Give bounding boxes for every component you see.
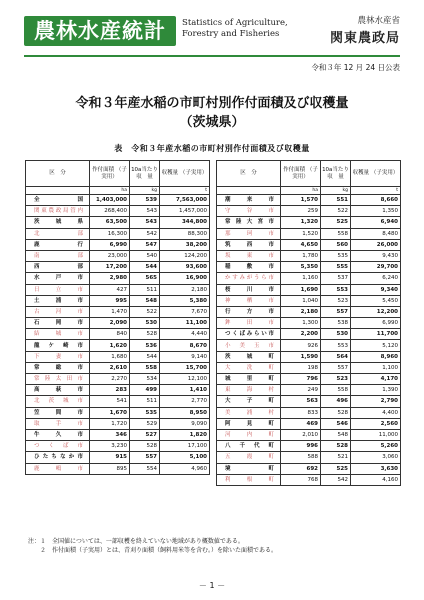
- harvest-cell: 4,160: [351, 474, 401, 485]
- table-row: [26, 284, 210, 295]
- harvest-cell: 6,940: [351, 217, 401, 228]
- harvest-cell: 2,180: [160, 284, 210, 295]
- yield-cell: 528: [130, 329, 160, 340]
- row-label: 行方市: [217, 306, 281, 317]
- area-cell: 796: [281, 374, 321, 385]
- area-cell: 915: [90, 452, 130, 463]
- bureau-name: 関東農政局: [329, 31, 400, 46]
- yield-cell: 551: [321, 195, 351, 206]
- yield-cell: 558: [130, 362, 160, 373]
- harvest-cell: 5,260: [351, 441, 401, 452]
- yield-cell: 534: [130, 374, 160, 385]
- area-cell: 1,570: [281, 195, 321, 206]
- banner-title: 農林水産統計: [24, 16, 176, 46]
- harvest-cell: 11,700: [351, 329, 401, 340]
- footnote-2: ２ 作付面積（子実用）とは、青刈り面積（飼料用米等を含む。）を除いた面積である。: [28, 547, 278, 554]
- row-label: 潮来市: [217, 195, 281, 206]
- row-label: 坂東市: [217, 250, 281, 261]
- row-label: 常陸太田市: [26, 374, 90, 385]
- row-label: 常陸大宮市: [217, 217, 281, 228]
- harvest-cell: 3,060: [351, 452, 401, 463]
- area-cell: 1,590: [281, 351, 321, 362]
- yield-cell: 543: [130, 217, 160, 228]
- harvest-cell: 1,410: [160, 385, 210, 396]
- row-label: 水戸市: [26, 273, 90, 284]
- area-cell: 1,470: [90, 306, 130, 317]
- yield-cell: 546: [321, 418, 351, 429]
- row-label: 鹿行: [26, 239, 90, 250]
- yield-cell: 555: [321, 262, 351, 273]
- table-row: [217, 206, 401, 217]
- area-cell: 833: [281, 407, 321, 418]
- unit-blank: [26, 187, 90, 195]
- table-row: [217, 239, 401, 250]
- row-label: 大子町: [217, 396, 281, 407]
- yield-cell: 536: [130, 340, 160, 351]
- harvest-cell: 12,100: [160, 374, 210, 385]
- table-row: [217, 329, 401, 340]
- row-label: 関東農政局管内: [26, 206, 90, 217]
- table-row: [217, 340, 401, 351]
- harvest-cell: 9,140: [160, 351, 210, 362]
- yield-cell: 553: [321, 340, 351, 351]
- area-cell: 346: [90, 429, 130, 440]
- footnotes: [28, 537, 277, 555]
- area-cell: 1,780: [281, 250, 321, 261]
- area-cell: 1,720: [90, 418, 130, 429]
- yield-cell: 530: [130, 318, 160, 329]
- table-row: [26, 228, 210, 239]
- harvest-cell: 6,990: [351, 318, 401, 329]
- table-row: [217, 284, 401, 295]
- harvest-cell: 1,820: [160, 429, 210, 440]
- area-cell: 996: [281, 441, 321, 452]
- area-cell: 2,200: [281, 329, 321, 340]
- table-row: [217, 418, 401, 429]
- table-row: [26, 239, 210, 250]
- area-cell: 249: [281, 385, 321, 396]
- table-row: [26, 329, 210, 340]
- area-cell: 469: [281, 418, 321, 429]
- harvest-cell: 93,600: [160, 262, 210, 273]
- row-label: 守谷市: [217, 206, 281, 217]
- yield-cell: 521: [321, 452, 351, 463]
- harvest-cell: 1,390: [351, 385, 401, 396]
- unit-yield: kg: [321, 187, 351, 195]
- harvest-cell: 4,170: [351, 374, 401, 385]
- yield-cell: 535: [321, 250, 351, 261]
- banner-english-title: Statistics of Agriculture, Forestry and Fisheries: [182, 18, 288, 39]
- row-label: 境町: [217, 463, 281, 474]
- header-yield: 10a当たり 収 量: [130, 161, 160, 187]
- harvest-cell: 1,457,000: [160, 206, 210, 217]
- table-row: [217, 396, 401, 407]
- table-row: [217, 407, 401, 418]
- unit-area: ha: [281, 187, 321, 195]
- harvest-cell: 1,350: [351, 206, 401, 217]
- header-harvest: 収穫量 （子実用）: [351, 161, 401, 187]
- unit-harvest: t: [160, 187, 210, 195]
- harvest-cell: 38,200: [160, 239, 210, 250]
- area-cell: 63,500: [90, 217, 130, 228]
- table-row: [26, 463, 210, 474]
- header-division: 区 分: [217, 161, 281, 187]
- yield-cell: 525: [321, 463, 351, 474]
- harvest-cell: 1,100: [351, 362, 401, 373]
- row-label: つくばみらい市: [217, 329, 281, 340]
- yield-cell: 542: [130, 228, 160, 239]
- row-label: 城里町: [217, 374, 281, 385]
- table-row: [26, 250, 210, 261]
- area-cell: 2,610: [90, 362, 130, 373]
- area-cell: 541: [90, 396, 130, 407]
- yield-cell: 537: [321, 273, 351, 284]
- harvest-cell: 29,700: [351, 262, 401, 273]
- harvest-cell: 8,950: [160, 407, 210, 418]
- yield-cell: 523: [321, 374, 351, 385]
- table-row: [217, 429, 401, 440]
- table-row: [26, 217, 210, 228]
- area-cell: 563: [281, 396, 321, 407]
- row-label: 鉾田市: [217, 318, 281, 329]
- table-row: [217, 273, 401, 284]
- row-label: 西部: [26, 262, 90, 273]
- area-cell: 1,680: [90, 351, 130, 362]
- row-label: 龍ケ崎市: [26, 340, 90, 351]
- yield-cell: 554: [130, 463, 160, 474]
- yield-cell: 560: [321, 239, 351, 250]
- row-label: 美浦村: [217, 407, 281, 418]
- table-row: [217, 228, 401, 239]
- area-cell: 6,990: [90, 239, 130, 250]
- area-cell: 259: [281, 206, 321, 217]
- area-cell: 840: [90, 329, 130, 340]
- yield-cell: 565: [130, 273, 160, 284]
- yield-cell: 529: [130, 418, 160, 429]
- harvest-cell: 11,000: [351, 429, 401, 440]
- area-cell: 4,650: [281, 239, 321, 250]
- row-label: 石岡市: [26, 318, 90, 329]
- table-row: [217, 463, 401, 474]
- row-label: 五霞町: [217, 452, 281, 463]
- header-harvest: 収穫量 （子実用）: [160, 161, 210, 187]
- row-label: 稲敷市: [217, 262, 281, 273]
- yield-cell: 511: [130, 284, 160, 295]
- row-label: 笠間市: [26, 407, 90, 418]
- area-cell: 1,520: [281, 228, 321, 239]
- table-row: [26, 206, 210, 217]
- area-cell: 268,400: [90, 206, 130, 217]
- yield-cell: 558: [321, 385, 351, 396]
- row-label: 鹿嶋市: [26, 463, 90, 474]
- area-cell: 2,180: [281, 306, 321, 317]
- table-row: [217, 441, 401, 452]
- harvest-cell: 7,670: [160, 306, 210, 317]
- harvest-cell: 4,400: [351, 407, 401, 418]
- area-cell: 1,403,000: [90, 195, 130, 206]
- row-label: 筑西市: [217, 239, 281, 250]
- row-label: 結城市: [26, 329, 90, 340]
- row-label: 土浦市: [26, 295, 90, 306]
- harvest-cell: 7,563,000: [160, 195, 210, 206]
- ministry-name: 農林水産省: [357, 16, 400, 26]
- table-row: [217, 374, 401, 385]
- table-row: [26, 340, 210, 351]
- yield-cell: 547: [130, 239, 160, 250]
- area-cell: 895: [90, 463, 130, 474]
- row-label: 河内町: [217, 429, 281, 440]
- area-cell: 1,300: [281, 318, 321, 329]
- row-label: 茨城県: [26, 217, 90, 228]
- table-row: [217, 474, 401, 485]
- table-row: [26, 362, 210, 373]
- organization: [330, 14, 400, 46]
- right-data-table: [216, 160, 401, 486]
- unit-yield: kg: [130, 187, 160, 195]
- area-cell: 427: [90, 284, 130, 295]
- row-label: かすみがうら市: [217, 273, 281, 284]
- yield-cell: 564: [321, 351, 351, 362]
- area-cell: 1,690: [281, 284, 321, 295]
- table-row: [26, 195, 210, 206]
- row-label: 大洗町: [217, 362, 281, 373]
- table-row: [217, 351, 401, 362]
- header-division: 区 分: [26, 161, 90, 187]
- harvest-cell: 344,800: [160, 217, 210, 228]
- area-cell: 1,320: [281, 217, 321, 228]
- row-label: 取手市: [26, 418, 90, 429]
- area-cell: 2,090: [90, 318, 130, 329]
- area-cell: 768: [281, 474, 321, 485]
- yield-cell: 538: [321, 318, 351, 329]
- yield-cell: 540: [130, 250, 160, 261]
- table-row: [26, 441, 210, 452]
- area-cell: 3,230: [90, 441, 130, 452]
- row-label: 茨城町: [217, 351, 281, 362]
- harvest-cell: 5,120: [351, 340, 401, 351]
- harvest-cell: 9,340: [351, 284, 401, 295]
- harvest-cell: 9,090: [160, 418, 210, 429]
- area-cell: 2,010: [281, 429, 321, 440]
- table-row: [26, 429, 210, 440]
- row-label: ひたちなか市: [26, 452, 90, 463]
- yield-cell: 527: [130, 429, 160, 440]
- unit-area: ha: [90, 187, 130, 195]
- harvest-cell: 8,480: [351, 228, 401, 239]
- table-row: [26, 385, 210, 396]
- table-row: [217, 262, 401, 273]
- row-label: 常総市: [26, 362, 90, 373]
- table-row: [26, 396, 210, 407]
- area-cell: 926: [281, 340, 321, 351]
- row-label: 古河市: [26, 306, 90, 317]
- yield-cell: 542: [321, 474, 351, 485]
- harvest-cell: 8,660: [351, 195, 401, 206]
- table-row: [26, 306, 210, 317]
- yield-cell: 528: [321, 407, 351, 418]
- row-label: つくば市: [26, 441, 90, 452]
- harvest-cell: 11,100: [160, 318, 210, 329]
- harvest-cell: 17,100: [160, 441, 210, 452]
- row-label: 日立市: [26, 284, 90, 295]
- yield-cell: 548: [321, 429, 351, 440]
- table-row: [26, 295, 210, 306]
- harvest-cell: 6,240: [351, 273, 401, 284]
- area-cell: 198: [281, 362, 321, 373]
- yield-cell: 539: [130, 195, 160, 206]
- area-cell: 23,000: [90, 250, 130, 261]
- table-row: [217, 385, 401, 396]
- table-row: [217, 250, 401, 261]
- harvest-cell: 3,630: [351, 463, 401, 474]
- area-cell: 588: [281, 452, 321, 463]
- yield-cell: 525: [321, 217, 351, 228]
- table-row: [217, 306, 401, 317]
- area-cell: 17,200: [90, 262, 130, 273]
- yield-cell: 548: [130, 295, 160, 306]
- table-row: [26, 374, 210, 385]
- yield-cell: 543: [130, 206, 160, 217]
- table-row: [26, 452, 210, 463]
- area-cell: 2,270: [90, 374, 130, 385]
- document-title: 令和３年産水稲の市町村別作付面積及び収穫量: [75, 96, 349, 111]
- table-row: [26, 273, 210, 284]
- publish-date: 令和３年 12 月 24 日公表: [311, 63, 400, 72]
- row-label: 小美玉市: [217, 340, 281, 351]
- area-cell: 1,160: [281, 273, 321, 284]
- harvest-cell: 15,700: [160, 362, 210, 373]
- area-cell: 16,300: [90, 228, 130, 239]
- row-label: 全国: [26, 195, 90, 206]
- left-data-table: [25, 160, 210, 475]
- harvest-cell: 4,440: [160, 329, 210, 340]
- area-cell: 1,040: [281, 295, 321, 306]
- table-row: [217, 217, 401, 228]
- area-cell: 1,620: [90, 340, 130, 351]
- area-cell: 283: [90, 385, 130, 396]
- harvest-cell: 8,960: [351, 351, 401, 362]
- unit-blank: [217, 187, 281, 195]
- table-row: [217, 362, 401, 373]
- header-banner: [24, 12, 400, 52]
- table-row: [217, 452, 401, 463]
- harvest-cell: 12,200: [351, 306, 401, 317]
- harvest-cell: 26,000: [351, 239, 401, 250]
- yield-cell: 522: [321, 206, 351, 217]
- header-area: 作付面積 （子実用）: [281, 161, 321, 187]
- unit-harvest: t: [351, 187, 401, 195]
- harvest-cell: 2,770: [160, 396, 210, 407]
- row-label: 東海村: [217, 385, 281, 396]
- yield-cell: 557: [321, 362, 351, 373]
- harvest-cell: 9,430: [351, 250, 401, 261]
- page-number: － 1 －: [198, 581, 226, 590]
- row-label: 牛久市: [26, 429, 90, 440]
- table-row: [26, 318, 210, 329]
- row-label: 神栖市: [217, 295, 281, 306]
- harvest-cell: 8,670: [160, 340, 210, 351]
- harvest-cell: 2,790: [351, 396, 401, 407]
- yield-cell: 535: [130, 407, 160, 418]
- row-label: 桜川市: [217, 284, 281, 295]
- yield-cell: 558: [321, 228, 351, 239]
- row-label: 下妻市: [26, 351, 90, 362]
- yield-cell: 523: [321, 295, 351, 306]
- harvest-cell: 88,300: [160, 228, 210, 239]
- table-caption: 表 令和３年産水稲の市町村別作付面積及び収穫量: [114, 144, 310, 153]
- header-divider: [24, 55, 400, 57]
- row-label: 北部: [26, 228, 90, 239]
- area-cell: 2,980: [90, 273, 130, 284]
- yield-cell: 496: [321, 396, 351, 407]
- area-cell: 1,670: [90, 407, 130, 418]
- yield-cell: 557: [321, 306, 351, 317]
- row-label: 那珂市: [217, 228, 281, 239]
- harvest-cell: 5,100: [160, 452, 210, 463]
- yield-cell: 511: [130, 396, 160, 407]
- yield-cell: 528: [130, 441, 160, 452]
- yield-cell: 522: [130, 306, 160, 317]
- harvest-cell: 5,380: [160, 295, 210, 306]
- area-cell: 995: [90, 295, 130, 306]
- footnote-1: 注：１ 全国値については、一部収穫を終えていない地域があり概数値である。: [28, 538, 244, 545]
- yield-cell: 530: [321, 329, 351, 340]
- header-area: 作付面積 （子実用）: [90, 161, 130, 187]
- harvest-cell: 124,200: [160, 250, 210, 261]
- table-row: [26, 407, 210, 418]
- header-yield: 10a当たり 収 量: [321, 161, 351, 187]
- row-label: 北茨城市: [26, 396, 90, 407]
- row-label: 高萩市: [26, 385, 90, 396]
- document-subtitle: （茨城県）: [179, 115, 245, 130]
- table-row: [217, 318, 401, 329]
- row-label: 南部: [26, 250, 90, 261]
- yield-cell: 553: [321, 284, 351, 295]
- harvest-cell: 4,960: [160, 463, 210, 474]
- yield-cell: 544: [130, 262, 160, 273]
- row-label: 八千代町: [217, 441, 281, 452]
- table-row: [26, 262, 210, 273]
- harvest-cell: 16,900: [160, 273, 210, 284]
- row-label: 利根町: [217, 474, 281, 485]
- area-cell: 692: [281, 463, 321, 474]
- row-label: 阿見町: [217, 418, 281, 429]
- harvest-cell: 5,450: [351, 295, 401, 306]
- table-row: [217, 195, 401, 206]
- yield-cell: 557: [130, 452, 160, 463]
- area-cell: 5,350: [281, 262, 321, 273]
- yield-cell: 499: [130, 385, 160, 396]
- yield-cell: 544: [130, 351, 160, 362]
- table-row: [26, 418, 210, 429]
- yield-cell: 528: [321, 441, 351, 452]
- table-row: [26, 351, 210, 362]
- harvest-cell: 2,560: [351, 418, 401, 429]
- table-row: [217, 295, 401, 306]
